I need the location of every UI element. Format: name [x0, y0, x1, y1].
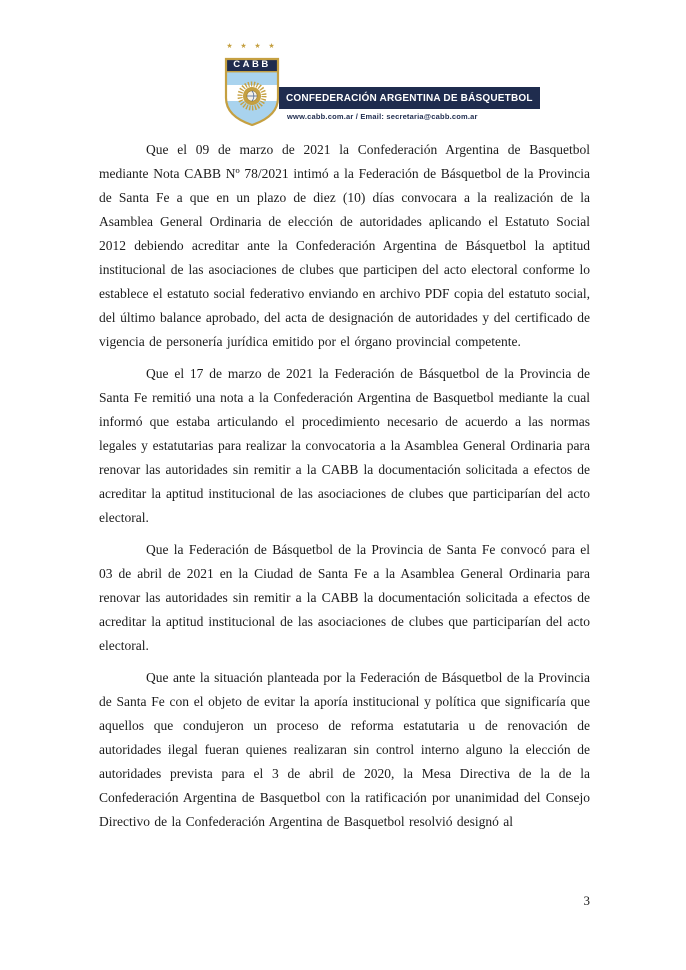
paragraph-3: Que la Federación de Básquetbol de la Provincia de Santa Fe convocó para el 03 de abril de 2021 en la Ciudad de Santa Fe a la Asamblea General Ordinaria para renovar las autoridades sin remitir a la CABB la documentación solicitada a efectos de acreditar la aptitud institucional de las asociaciones de clubes que participarían del acto electoral. [99, 542, 590, 653]
page-number: 3 [583, 893, 590, 908]
logo-title: CONFEDERACIÓN ARGENTINA DE BÁSQUETBOL [286, 92, 533, 104]
logo-acronym: CABB [233, 59, 271, 70]
paragraph-4: Que ante la situación planteada por la Federación de Básquetbol de la Provincia de Santa Fe con el objeto de evitar la aporía institucional y política que significaría que aquellos que condujeron un proceso de reforma estatutaria u de renovación de autoridades ilegal fueran quienes realizaran sin control interno alguno la elección de autoridades prevista para el 3 de abril de 2020, la Mesa Directiva de la de la Confederación Argentina de Basquetbol con la ratificación por unanimidad del Consejo Directivo de la Confederación Argentina de Basquetbol resolvió designó al [99, 670, 590, 829]
document-body [99, 138, 590, 842]
paragraph-2: Que el 17 de marzo de 2021 la Federación de Básquetbol de la Provincia de Santa Fe remitió una nota a la Confederación Argentina de Basquetbol mediante la cual informó que estaba articulando el procedimiento necesario de acuerdo a las normas legales y estatutarias para realizar la convocatoria a la Asamblea General Ordinaria para renovar las autoridades sin remitir a la CABB la documentación solicitada a efectos de acreditar la aptitud institucional de las asociaciones de clubes que participarían del acto electoral. [99, 366, 590, 525]
cabb-shield-icon [222, 54, 282, 128]
logo-website-email: www.cabb.com.ar / Email: secretaria@cabb.com.ar [287, 112, 478, 121]
paragraph-1: Que el 09 de marzo de 2021 la Confederación Argentina de Basquetbol mediante Nota CABB Nº 78/2021 intimó a la Federación de Básquetbol de la Provincia de Santa Fe a que en un plazo de diez (10) días convocara a la realización de la Asamblea General Ordinaria de elección de autoridades aplicando el Estatuto Social 2012 debiendo acreditar ante la Confederación Argentina de Básquetbol la aptitud institucional de las asociaciones de clubes que participen del acto electoral conforme lo establece el estatuto social federativo enviando en archivo PDF copia del estatuto social, del último balance aprobado, del acta de designación de autoridades y del certificado de vigencia de personería jurídica emitido por el órgano provincial competente. [99, 142, 590, 349]
logo-stars-icon: ★ ★ ★ ★ [226, 42, 278, 50]
logo-banner [279, 87, 540, 109]
